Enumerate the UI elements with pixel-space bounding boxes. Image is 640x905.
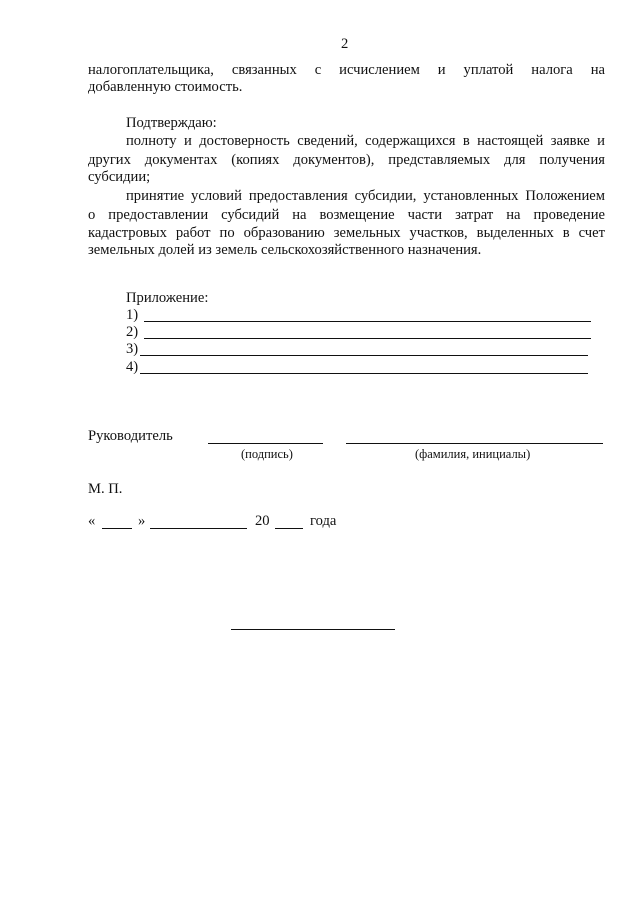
date-close-quote: » <box>138 513 146 529</box>
confirm-item2-line4: земельных долей из земель сельскохозяйственного назначения. <box>88 242 482 258</box>
confirm-heading: Подтверждаю: <box>126 115 217 131</box>
attachment-line-2 <box>144 338 591 339</box>
confirm-item2-line1: принятие условий предоставления субсидии, установленных Положением <box>126 188 605 204</box>
date-year-prefix: 20 <box>255 513 270 529</box>
attachment-label-3: 3) <box>126 341 139 357</box>
attachment-line-1 <box>144 321 591 322</box>
closing-separator-line <box>231 629 395 630</box>
attachment-label-4: 4) <box>126 359 139 375</box>
attachment-line-4 <box>140 373 588 374</box>
attachment-line-3 <box>140 355 588 356</box>
date-year-suffix: года <box>310 513 337 529</box>
date-open-quote: « <box>88 513 96 529</box>
attachments-heading: Приложение: <box>126 290 209 306</box>
page-number: 2 <box>341 36 349 52</box>
intro-line-1: налогоплательщика, связанных с исчислением и уплатой налога на <box>88 62 605 78</box>
confirm-item1-line3: субсидии; <box>88 169 151 185</box>
date-month-line <box>150 528 247 529</box>
name-line <box>346 443 603 444</box>
date-year-line <box>275 528 303 529</box>
name-caption: (фамилия, инициалы) <box>415 447 531 461</box>
signer-role: Руководитель <box>88 428 173 444</box>
attachment-label-1: 1) <box>126 307 139 323</box>
signature-caption: (подпись) <box>241 447 293 461</box>
attachment-label-2: 2) <box>126 324 139 340</box>
stamp-mark: М. П. <box>88 481 123 497</box>
confirm-item2-line2: о предоставлении субсидий на возмещение части затрат на проведение <box>88 207 605 223</box>
confirm-item1-line1: полноту и достоверность сведений, содержащихся в настоящей заявке и <box>126 133 605 149</box>
confirm-item2-line3: кадастровых работ по образованию земельных участков, выделенных в счет <box>88 225 605 241</box>
intro-line-2: добавленную стоимость. <box>88 79 243 95</box>
date-day-line <box>102 528 132 529</box>
signature-line <box>208 443 323 444</box>
confirm-item1-line2: других документах (копиях документов), представляемых для получения <box>88 152 605 168</box>
